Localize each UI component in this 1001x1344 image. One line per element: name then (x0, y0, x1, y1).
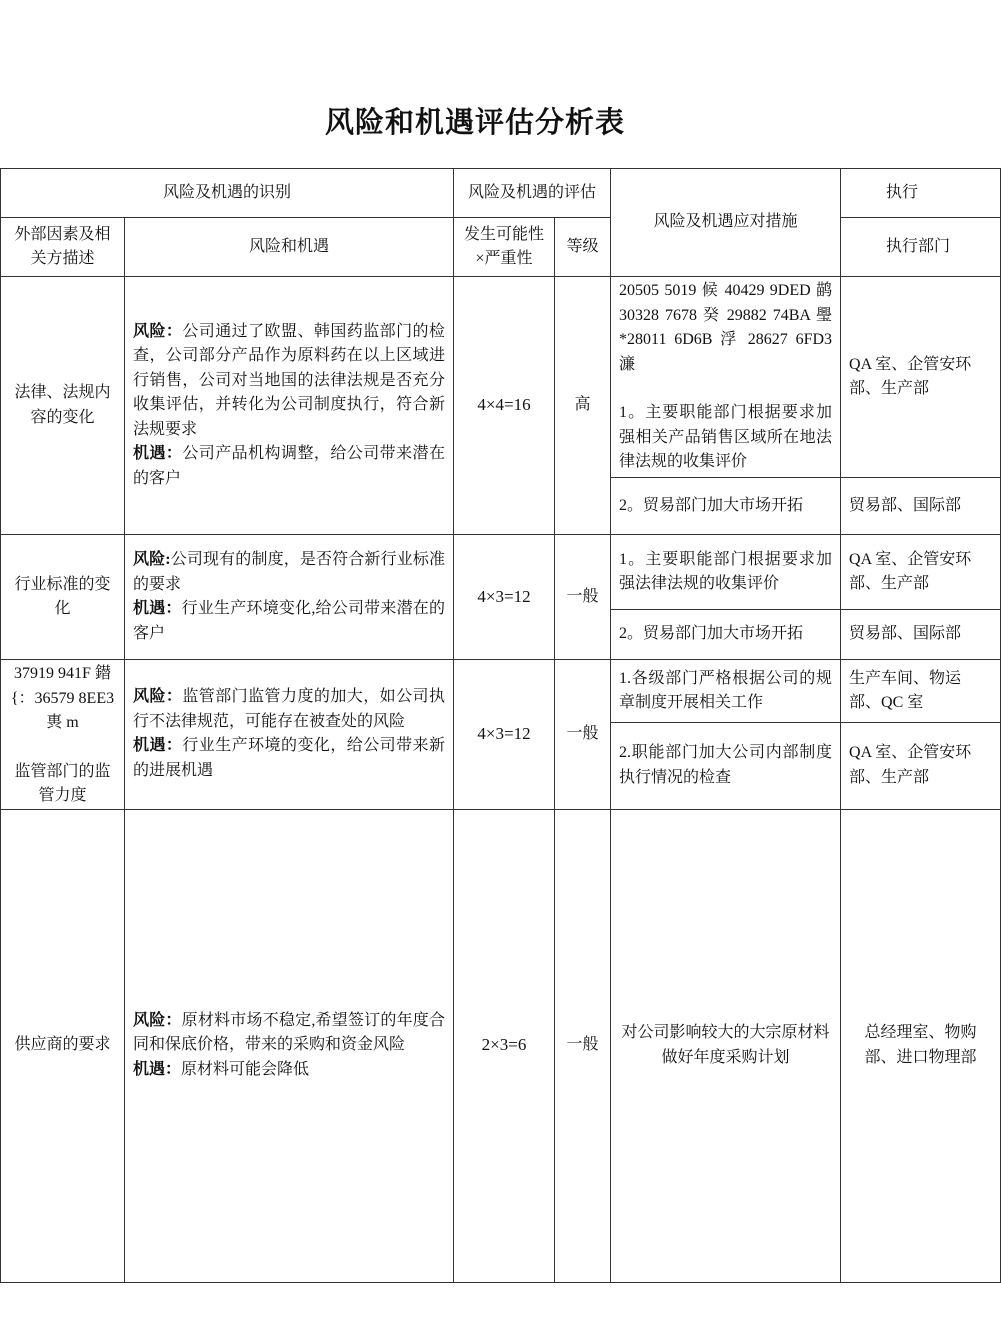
header-risk-opportunity: 风险和机遇 (125, 218, 454, 277)
factor-noise-text: 37919 941F 鐟{：36579 8EE3 軣 m (10, 665, 115, 731)
opportunity-text: 原材料可能会降低 (181, 1060, 310, 1078)
dept-cell: QA 室、企管安环部、生产部 (841, 723, 1001, 809)
header-possibility: 发生可能性×严重性 (454, 218, 555, 277)
dept-cell: 生产车间、物运部、QC 室 (841, 660, 1001, 723)
risk-label: 风险: (133, 551, 171, 568)
header-dept: 执行部门 (841, 218, 1001, 277)
score-cell: 4×3=12 (454, 535, 555, 660)
factor-cell (1, 660, 125, 810)
header-evaluate: 风险及机遇的评估 (454, 169, 611, 218)
level-cell: 一般 (555, 535, 611, 660)
table-row (1, 535, 1001, 610)
measure-text: 1。主要职能部门根据要求加强相关产品销售区域所在地法律法规的收集评价 (619, 404, 833, 470)
risk-label: 风险： (133, 1011, 182, 1029)
opportunity-text: 公司产品机构调整，给公司带来潜在的客户 (133, 445, 445, 487)
factor-cell: 行业标准的变化 (1, 535, 125, 660)
score-cell: 4×4=16 (454, 277, 555, 535)
dept-cell: 贸易部、国际部 (841, 478, 1001, 535)
table-row (1, 277, 1001, 478)
measure-cell: 1。主要职能部门根据要求加强法律法规的收集评价 (611, 535, 841, 610)
page-title: 风险和机遇评估分析表 (324, 107, 625, 139)
risk-label: 风险： (133, 688, 183, 706)
measure-cell: 2。贸易部门加大市场开拓 (611, 478, 841, 535)
dept-cell: 总经理室、物购部、进口物理部 (841, 809, 1001, 1282)
dept-cell: QA 室、企管安环部、生产部 (841, 277, 1001, 478)
risk-cell (125, 535, 454, 660)
level-cell: 高 (555, 277, 611, 535)
dept-cell: 贸易部、国际部 (841, 610, 1001, 660)
measure-cell: 2.职能部门加大公司内部制度执行情况的检查 (611, 723, 841, 809)
risk-label: 风险： (133, 322, 183, 340)
level-cell: 一般 (555, 809, 611, 1282)
risk-text: 原材料市场不稳定,希望签订的年度合同和保底价格，带来的采购和资金风险 (133, 1011, 445, 1054)
measure-cell (611, 277, 841, 478)
score-cell: 2×3=6 (454, 809, 555, 1282)
header-external-factor: 外部因素及相关方描述 (1, 218, 125, 277)
risk-text: 监管部门监管力度的加大，如公司执行不法律规范，可能存在被查处的风险 (133, 688, 445, 730)
header-identify: 风险及机遇的识别 (1, 169, 454, 218)
opportunity-text: 行业生产环境的变化，给公司带来新的进展机遇 (133, 737, 445, 779)
score-cell: 4×3=12 (454, 660, 555, 810)
dept-cell: QA 室、企管安环部、生产部 (841, 535, 1001, 610)
level-cell: 一般 (555, 660, 611, 810)
measure-cell: 对公司影响较大的大宗原材料做好年度采购计划 (611, 809, 841, 1282)
header-level: 等级 (555, 218, 611, 277)
factor-text: 监管部门的监管力度 (14, 762, 111, 804)
opportunity-label: 机遇： (133, 445, 183, 463)
factor-cell: 法律、法规内容的变化 (1, 277, 125, 535)
risk-table-wrap (0, 168, 977, 1263)
measure-cell: 1.各级部门严格根据公司的规章制度开展相关工作 (611, 660, 841, 723)
risk-text: 公司通过了欧盟、韩国药监部门的检查，公司部分产品作为原料药在以上区域进行销售，公司对当地国的法律法规是否充分收集评估，并转化为公司制度执行，符合新法规要求 (133, 322, 446, 438)
opportunity-label: 机遇： (133, 1060, 182, 1078)
factor-cell: 供应商的要求 (1, 809, 125, 1282)
opportunity-text: 行业生产环境变化,给公司带来潜在的客户 (133, 600, 445, 642)
header-execution: 执行 (841, 169, 1001, 218)
opportunity-label: 机遇： (133, 737, 183, 755)
risk-cell (125, 660, 454, 810)
risk-text: 公司现有的制度，是否符合新行业标准的要求 (133, 551, 445, 593)
risk-table (0, 168, 1001, 1283)
risk-cell (125, 809, 454, 1282)
table-row (1, 660, 1001, 723)
measure-cell: 2。贸易部门加大市场开拓 (611, 610, 841, 660)
table-row (1, 809, 1001, 1282)
noise-text: 20505 5019 候 40429 9DED 鹋 30328 7678 癸 29882 74BA 璺 *28011 6D6B 浮 28627 6FD3 濓 (619, 282, 833, 373)
risk-cell (125, 277, 454, 535)
opportunity-label: 机遇： (133, 600, 182, 617)
header-measures: 风险及机遇应对措施 (611, 169, 841, 277)
